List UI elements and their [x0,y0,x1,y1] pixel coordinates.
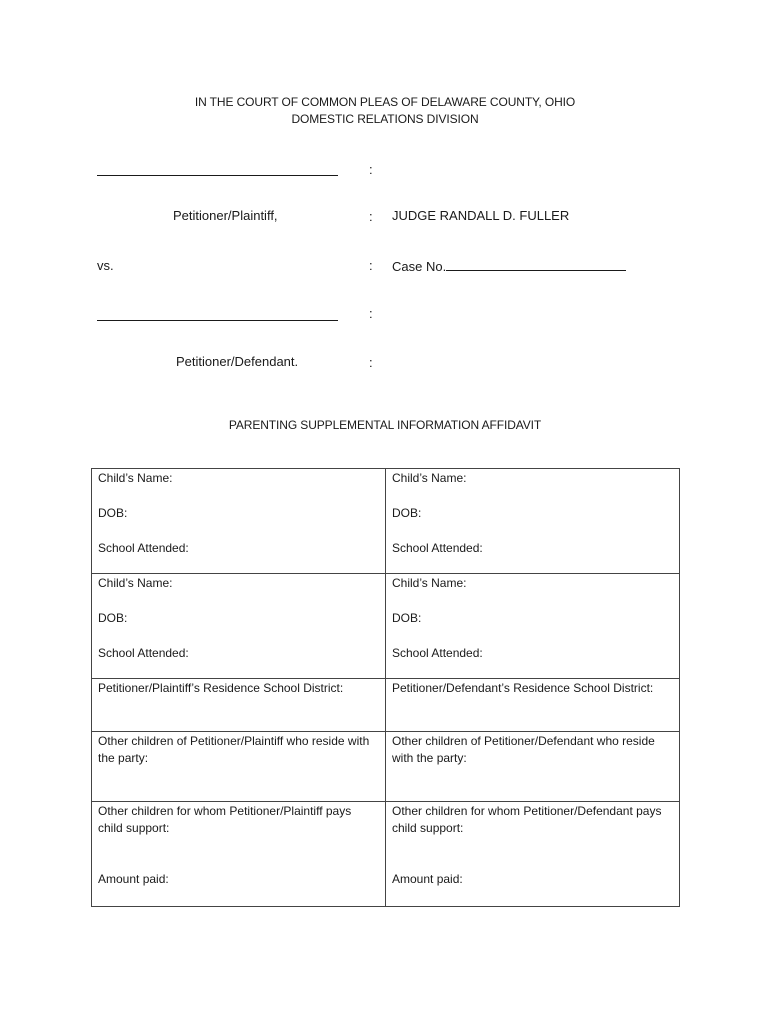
table-row [92,802,680,907]
childs-name-label: Child’s Name: [392,471,467,485]
plaintiff-other-children-cell[interactable] [92,732,386,802]
childs-name-label: Child’s Name: [98,576,173,590]
defendant-support-label: Other children for whom Petitioner/Defendant pays child support: [392,804,662,835]
amount-paid-label: Amount paid: [98,872,169,886]
defendant-other-children-cell[interactable] [386,732,680,802]
dob-label: DOB: [98,506,128,520]
child-cell[interactable] [92,469,386,574]
vs-label: vs. [97,258,114,273]
school-label: School Attended: [98,646,189,660]
school-label: School Attended: [392,541,483,555]
plaintiff-other-children-label: Other children of Petitioner/Plaintiff who reside with the party: [98,734,370,765]
dob-label: DOB: [392,506,422,520]
dob-label: DOB: [98,611,128,625]
affidavit-table [91,468,680,907]
plaintiff-name-line[interactable] [97,175,338,176]
court-heading: IN THE COURT OF COMMON PLEAS OF DELAWARE COUNTY, OHIO [194,95,576,109]
division-heading: DOMESTIC RELATIONS DIVISION [291,112,479,126]
table-row [92,469,680,574]
school-label: School Attended: [98,541,189,555]
caption-colon: : [369,355,373,370]
childs-name-label: Child’s Name: [392,576,467,590]
case-number-line[interactable] [446,257,626,271]
caption-colon: : [369,306,373,321]
plaintiff-support-cell[interactable] [92,802,386,907]
childs-name-label: Child’s Name: [98,471,173,485]
defendant-support-cell[interactable] [386,802,680,907]
defendant-other-children-label: Other children of Petitioner/Defendant who reside with the party: [392,734,655,765]
defendant-name-line[interactable] [97,320,338,321]
case-number-field[interactable] [392,257,626,274]
petitioner-plaintiff-label: Petitioner/Plaintiff, [173,208,278,223]
case-number-label: Case No. [392,259,447,274]
caption-colon: : [369,162,373,177]
table-row [92,574,680,679]
judge-name: JUDGE RANDALL D. FULLER [392,208,570,223]
child-cell[interactable] [386,469,680,574]
defendant-district-cell[interactable] [386,679,680,732]
petitioner-defendant-label: Petitioner/Defendant. [176,354,299,369]
plaintiff-district-label: Petitioner/Plaintiff’s Residence School District: [98,681,344,695]
child-cell[interactable] [386,574,680,679]
table-row [92,732,680,802]
table-row [92,679,680,732]
caption-colon: : [369,258,373,273]
form-title: PARENTING SUPPLEMENTAL INFORMATION AFFIDAVIT [228,418,542,432]
defendant-district-label: Petitioner/Defendant’s Residence School District: [392,681,654,695]
plaintiff-support-label: Other children for whom Petitioner/Plaintiff pays child support: [98,804,352,835]
amount-paid-label: Amount paid: [392,872,463,886]
dob-label: DOB: [392,611,422,625]
school-label: School Attended: [392,646,483,660]
child-cell[interactable] [92,574,386,679]
caption-colon: : [369,209,373,224]
plaintiff-district-cell[interactable] [92,679,386,732]
